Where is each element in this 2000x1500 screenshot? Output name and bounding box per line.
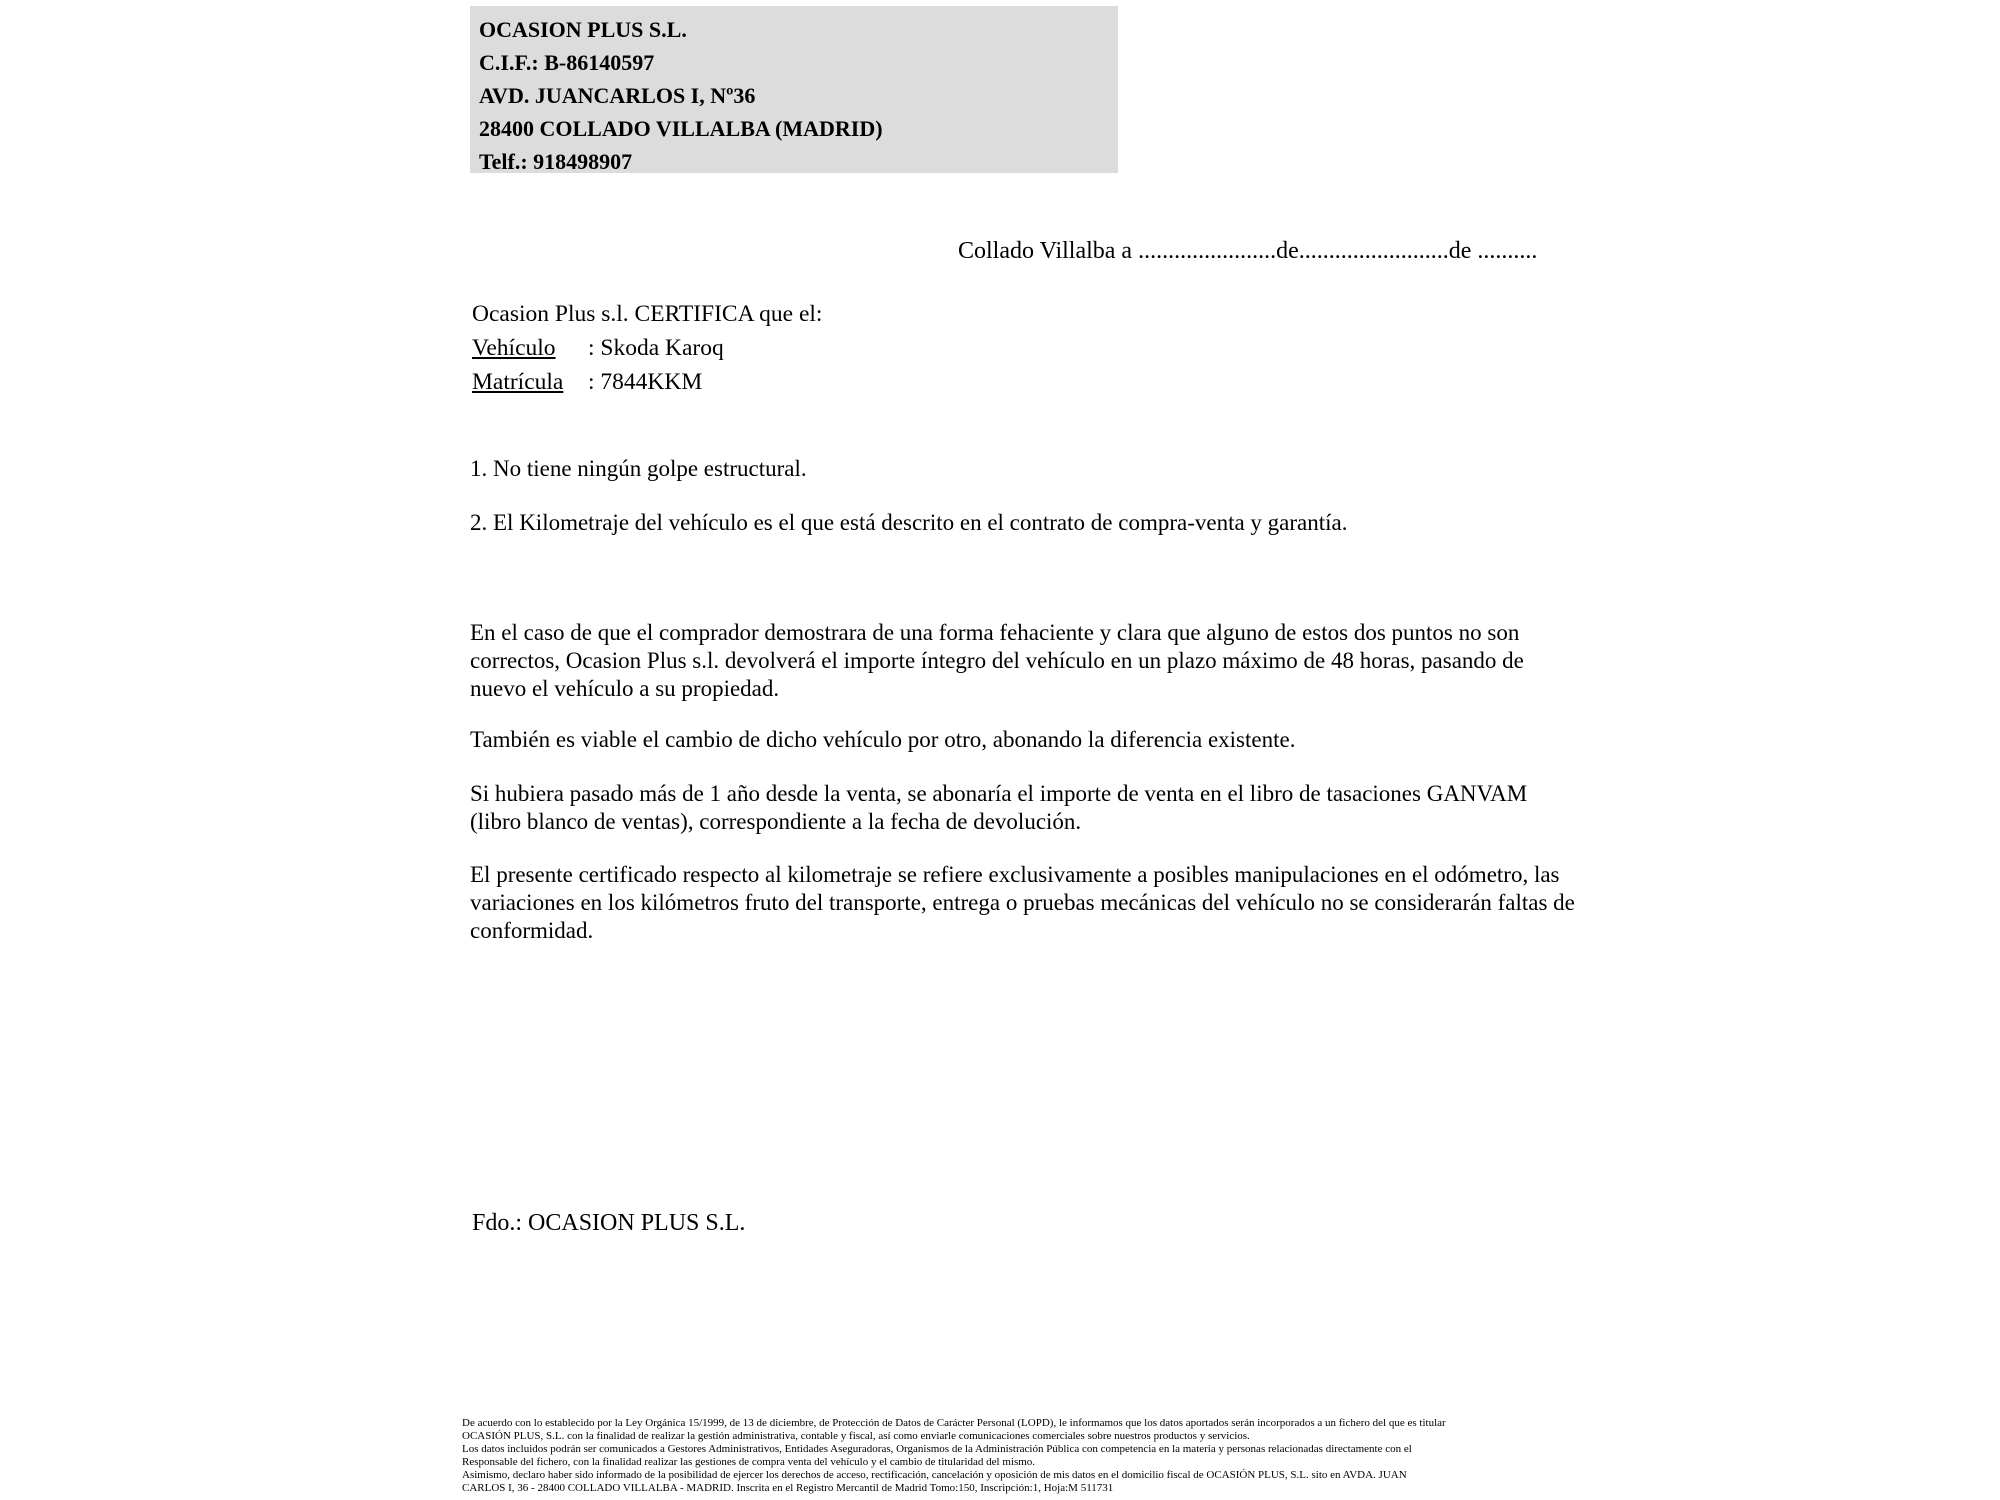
legal-line: CARLOS I, 36 - 28400 COLLADO VILLALBA - MADRID. Inscrita en el Registro Mercantil de Madrid Tomo:150, Inscripción:1, Hoja:M 511731 [462,1482,1114,1494]
legal-line: Los datos incluidos podrán ser comunicados a Gestores Administrativos, Entidades Aseguradoras, Organismos de la Administración Pública con competencia en la materia y personas relacionadas directamente con el [462,1443,1412,1455]
plate-label: Matrícula [472,369,564,395]
company-address: AVD. JUANCARLOS I, Nº36 [479,83,756,108]
letterhead-block [470,6,1118,173]
plate-value: : 7844KKM [588,369,703,395]
paragraph-ganvam: Si hubiera pasado más de 1 año desde la venta, se abonaría el importe de venta en el libro de tasaciones GANVAM (libro blanco de ventas), correspondiente a la fecha de devolución. [470,781,1528,834]
company-cif: C.I.F.: B-86140597 [479,50,655,75]
point-1: 1. No tiene ningún golpe estructural. [470,456,807,481]
paragraph-odometer: El presente certificado respecto al kilometraje se refiere exclusivamente a posibles manipulaciones en el odómetro, las variaciones en los kilómetros fruto del transporte, entrega o pruebas mecánicas del vehículo no se considerarán faltas de conformidad. [470,862,1575,943]
plate-field [472,369,702,396]
certificate-intro: Ocasion Plus s.l. CERTIFICA que el: [472,301,823,327]
vehicle-value: : Skoda Karoq [588,335,724,361]
legal-line: OCASIÓN PLUS, S.L. con la finalidad de realizar la gestión administrativa, contable y fiscal, así como enviarle comunicaciones comerciales sobre nuestros productos y servicios. [462,1430,1250,1442]
paragraph-exchange: También es viable el cambio de dicho vehículo por otro, abonando la diferencia existente. [470,727,1296,752]
company-phone: Telf.: 918498907 [479,149,633,174]
signature-line: Fdo.: OCASION PLUS S.L. [472,1210,746,1236]
legal-footer [462,1417,1572,1495]
company-city: 28400 COLLADO VILLALBA (MADRID) [479,116,883,141]
point-2: 2. El Kilometraje del vehículo es el que está descrito en el contrato de compra-venta y garantía. [470,510,1348,535]
legal-line: Responsable del fichero, con la finalidad realizar las gestiones de compra venta del vehículo y el cambio de titularidad del mismo. [462,1456,1036,1468]
legal-line: Asimismo, declaro haber sido informado de la posibilidad de ejercer los derechos de acceso, rectificación, cancelación y oposición de mis datos en el domicilio fiscal de OCASIÓN PLUS, S.L. sito en AVDA. JUAN [462,1469,1407,1481]
company-name: OCASION PLUS S.L. [479,17,687,42]
date-line: Collado Villalba a .......................de.........................de .......... [958,238,1538,264]
vehicle-field [472,335,724,362]
paragraph-refund: En el caso de que el comprador demostrara de una forma fehaciente y clara que alguno de estos dos puntos no son correctos, Ocasion Plus s.l. devolverá el importe íntegro del vehículo en un plazo máximo de 48 horas, pasando de nuevo el vehículo a su propiedad. [470,620,1524,701]
vehicle-label: Vehículo [472,335,556,361]
legal-line: De acuerdo con lo establecido por la Ley Orgánica 15/1999, de 13 de diciembre, de Protección de Datos de Carácter Personal (LOPD), le informamos que los datos aportados serán incorporados a un fichero del que es titular [462,1417,1446,1429]
